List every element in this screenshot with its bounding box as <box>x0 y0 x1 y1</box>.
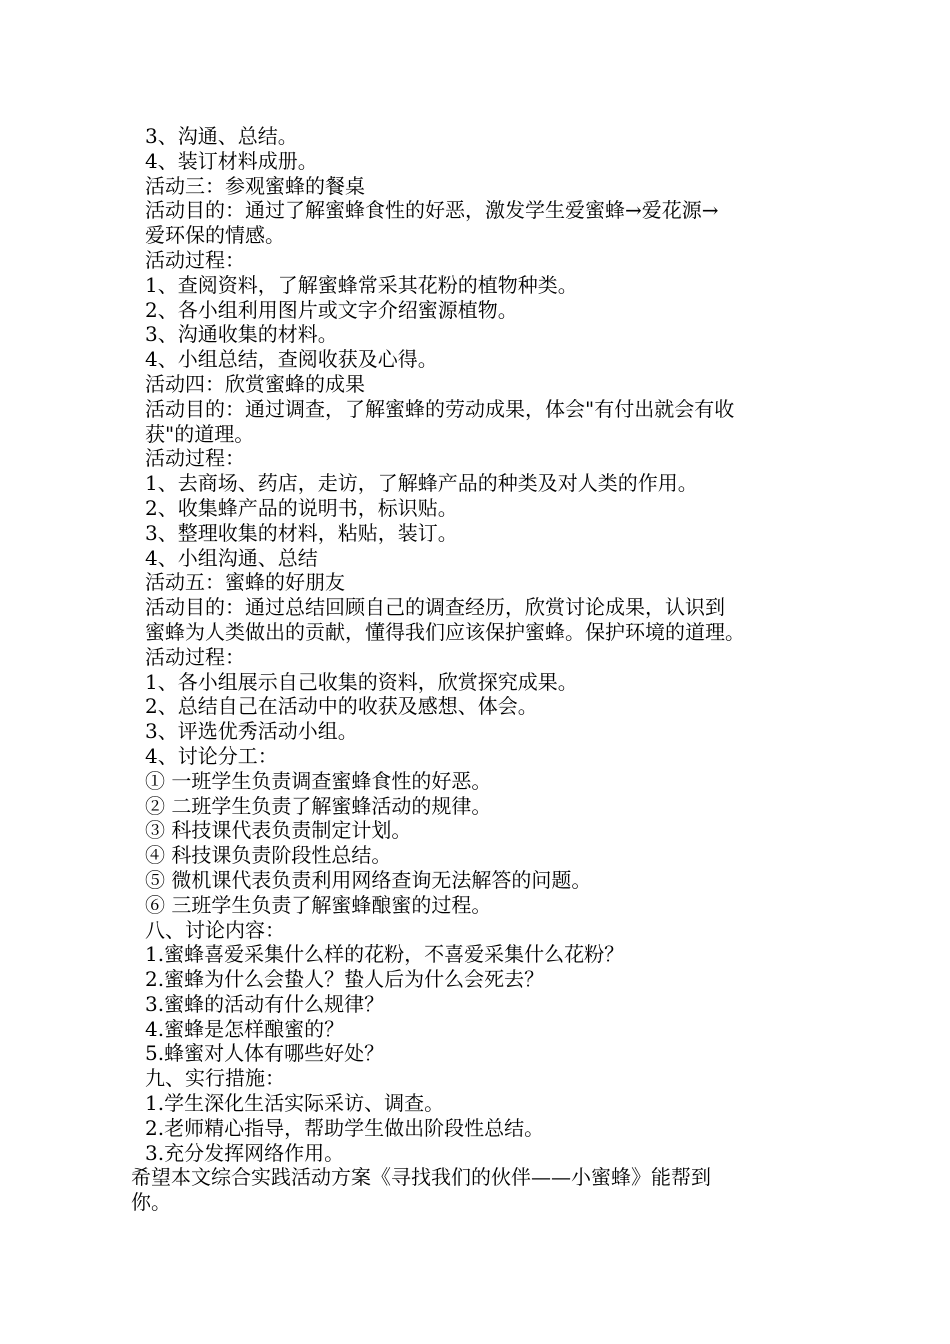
document-body <box>131 124 815 1215</box>
list-item: 4、小组沟通、总结 <box>145 545 318 570</box>
list-item: 5.蜂蜜对人体有哪些好处？ <box>145 1041 385 1066</box>
text-line: 活动目的：通过总结回顾自己的调查经历，欣赏讨论成果，认识到 <box>145 595 725 620</box>
list-item: 2、收集蜂产品的说明书，标识贴。 <box>145 495 458 520</box>
list-item: ① 一班学生负责调查蜜蜂食性的好恶。 <box>145 768 492 793</box>
list-item: 3、沟通收集的材料。 <box>145 322 338 347</box>
list-item: 4、讨论分工： <box>145 743 278 768</box>
list-item: 1、查阅资料，了解蜜蜂常采其花粉的植物种类。 <box>145 272 578 297</box>
closing-line: 你。 <box>131 1190 171 1215</box>
section-heading: 八、讨论内容： <box>145 917 285 942</box>
list-item: 2.老师精心指导，帮助学生做出阶段性总结。 <box>145 1115 545 1140</box>
list-item: ④ 科技课负责阶段性总结。 <box>145 843 392 868</box>
list-item: 3.蜜蜂的活动有什么规律？ <box>145 991 385 1016</box>
text-line: 活动目的：通过了解蜜蜂食性的好恶，激发学生爱蜜蜂→爱花源→ <box>145 198 719 223</box>
list-item: 4、小组总结，查阅收获及心得。 <box>145 347 438 372</box>
list-item: 2.蜜蜂为什么会蛰人？蛰人后为什么会死去？ <box>145 967 545 992</box>
text-line: 爱环保的情感。 <box>145 223 285 248</box>
list-item: 3、评选优秀活动小组。 <box>145 719 358 744</box>
text-line: 活动目的：通过调查，了解蜜蜂的劳动成果，体会"有付出就会有收 <box>145 396 735 421</box>
section-heading: 九、实行措施： <box>145 1066 285 1091</box>
list-item: 3.充分发挥网络作用。 <box>145 1140 345 1165</box>
list-item: 1、去商场、药店，走访，了解蜂产品的种类及对人类的作用。 <box>145 471 698 496</box>
list-item: 1、各小组展示自己收集的资料，欣赏探究成果。 <box>145 669 578 694</box>
list-item: ③ 科技课代表负责制定计划。 <box>145 818 412 843</box>
closing-line: 希望本文综合实践活动方案《寻找我们的伙伴——小蜜蜂》能帮到 <box>131 1165 711 1190</box>
section-heading: 活动三：参观蜜蜂的餐桌 <box>145 173 365 198</box>
text-line: 获"的道理。 <box>145 421 255 446</box>
text-line: 活动过程： <box>145 446 245 471</box>
text-line: 活动过程： <box>145 247 245 272</box>
text-line: 3、沟通、总结。 <box>145 124 298 148</box>
text-line: 蜜蜂为人类做出的贡献，懂得我们应该保护蜜蜂。保护环境的道理。 <box>145 619 745 644</box>
list-item: 3、整理收集的材料，粘贴，装订。 <box>145 520 458 545</box>
list-item: ② 二班学生负责了解蜜蜂活动的规律。 <box>145 793 492 818</box>
list-item: ⑤ 微机课代表负责利用网络查询无法解答的问题。 <box>145 867 592 892</box>
section-heading: 活动四：欣赏蜜蜂的成果 <box>145 371 365 396</box>
text-line: 活动过程： <box>145 644 245 669</box>
list-item: 2、各小组利用图片或文字介绍蜜源植物。 <box>145 297 518 322</box>
text-line: 4、装订材料成册。 <box>145 148 318 173</box>
list-item: 4.蜜蜂是怎样酿蜜的？ <box>145 1016 345 1041</box>
list-item: 2、总结自己在活动中的收获及感想、体会。 <box>145 694 538 719</box>
list-item: 1.学生深化生活实际采访、调查。 <box>145 1091 445 1116</box>
list-item: 1.蜜蜂喜爱采集什么样的花粉，不喜爱采集什么花粉？ <box>145 942 625 967</box>
section-heading: 活动五：蜜蜂的好朋友 <box>145 570 345 595</box>
list-item: ⑥ 三班学生负责了解蜜蜂酿蜜的过程。 <box>145 892 492 917</box>
